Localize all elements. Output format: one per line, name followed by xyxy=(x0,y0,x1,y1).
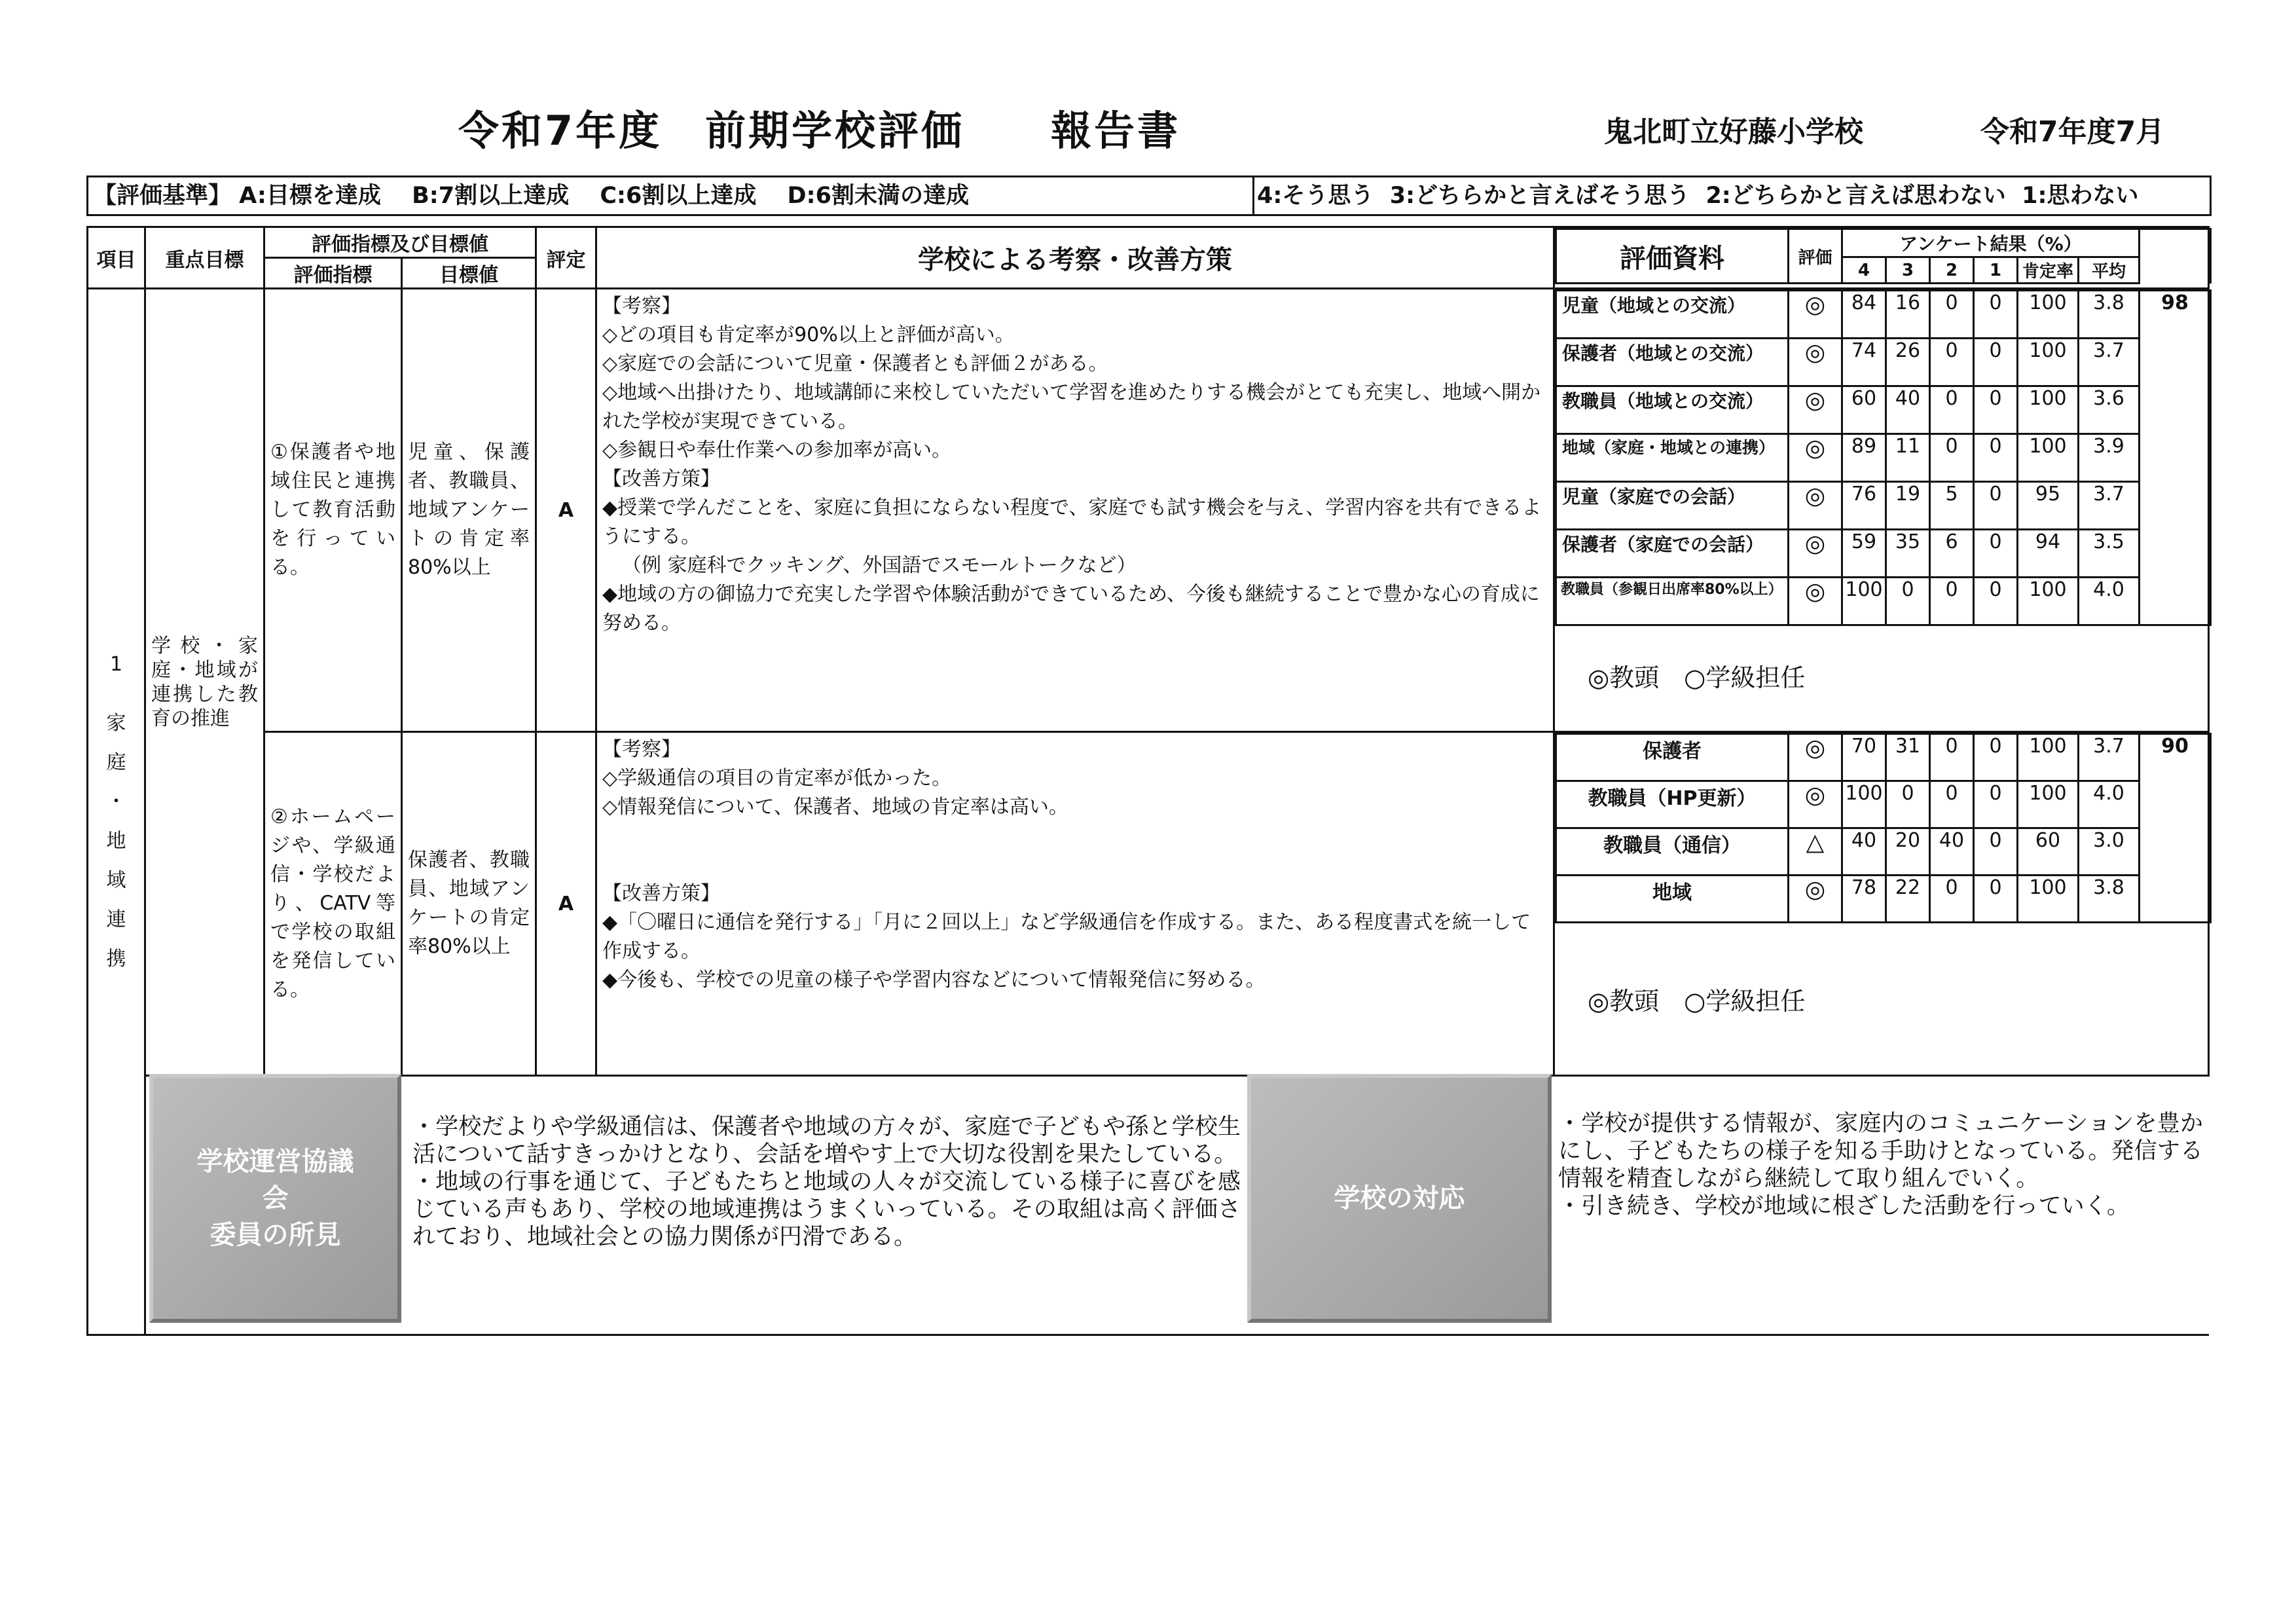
survey-label: 教職員（HP更新） xyxy=(1556,781,1789,828)
survey-v3: 19 xyxy=(1886,482,1930,530)
survey-avg: 3.9 xyxy=(2079,434,2140,482)
survey-avg: 4.0 xyxy=(2079,781,2140,828)
survey-mark: ◎ xyxy=(1789,291,1842,339)
survey-avg: 3.6 xyxy=(2079,386,2140,434)
survey-row xyxy=(1556,339,2211,386)
item-name-char: 連 xyxy=(106,908,126,931)
survey-avg: 3.7 xyxy=(2079,482,2140,530)
survey-v1: 0 xyxy=(1974,482,2018,530)
item-name-char: 庭 xyxy=(106,750,126,774)
survey-avg: 3.8 xyxy=(2079,291,2140,339)
survey-row xyxy=(1556,291,2211,339)
survey-v3: 40 xyxy=(1886,386,1930,434)
survey-v1: 0 xyxy=(1974,781,2018,828)
survey-mark: ◎ xyxy=(1789,578,1842,625)
grade-criteria: 【評価基準】 A:目標を達成 B:7割以上達成 C:6割以上達成 D:6割未満の達成 xyxy=(88,177,1254,214)
survey-label: 児童（地域との交流） xyxy=(1556,291,1789,339)
survey-v1: 0 xyxy=(1974,434,2018,482)
responsible-area xyxy=(1555,923,2208,1074)
header-materials-cell xyxy=(1554,227,2209,289)
total-rate-2: 90 xyxy=(2140,734,2211,923)
survey-mark: ◎ xyxy=(1789,386,1842,434)
survey-v2: 6 xyxy=(1930,530,1974,578)
item-label xyxy=(88,289,145,1335)
school-response xyxy=(1558,1110,2203,1220)
grade-1: A xyxy=(536,289,596,732)
survey-avg: 4.0 xyxy=(2079,578,2140,625)
item-name-char: 家 xyxy=(106,711,126,735)
committee-opinion-line: ・地域の行事を通じて、子どもたちと地域の人々が交流している様子に喜びを感じている声もあり、学校の地域連携はうまくいっている。その取組は高く評価されており、地域社会との協力関係が円滑である。 xyxy=(412,1169,1241,1250)
target-1: 児童、保護者、教職員、地域アンケートの肯定率80%以上 xyxy=(402,289,536,732)
discussion-line: ◇家庭での会話について児童・保護者とも評価２がある。 xyxy=(602,352,1108,375)
survey-rate: 100 xyxy=(2018,291,2079,339)
committee-label-line: 学校運営協議 xyxy=(196,1147,354,1177)
survey-mark: ◎ xyxy=(1789,781,1842,828)
item-name-char: 地 xyxy=(106,829,126,853)
survey-mark: ◎ xyxy=(1789,482,1842,530)
survey-v4: 89 xyxy=(1842,434,1886,482)
discussion-line: ◇参観日や奉仕作業への参加率が高い。 xyxy=(602,439,952,462)
survey-v2: 0 xyxy=(1930,578,1974,625)
survey-v2: 0 xyxy=(1930,339,1974,386)
school-response-line: ・学校が提供する情報が、家庭内のコミュニケーションを豊かにし、子どもたちの様子を知る手助けとなっている。発信する情報を精査しながら継続して取り組んでいく。 xyxy=(1558,1111,2203,1192)
survey-v3: 11 xyxy=(1886,434,1930,482)
criteria-box xyxy=(86,175,2212,216)
item-name-char: 域 xyxy=(106,868,126,892)
discussion-1 xyxy=(596,289,1554,732)
indicator-2: ②ホームページや、学級通信・学校だより、CATV等で学校の取組を発信している。 xyxy=(264,732,402,1076)
header-item: 項目 xyxy=(88,227,145,289)
survey-rate: 95 xyxy=(2018,482,2079,530)
survey-label: 教職員（通信） xyxy=(1556,828,1789,876)
header-col-avg: 平均 xyxy=(2079,257,2140,284)
survey-row xyxy=(1556,734,2211,781)
header-discussion: 学校による考察・改善方策 xyxy=(596,227,1554,289)
survey-v4: 100 xyxy=(1842,781,1886,828)
header-focus: 重点目標 xyxy=(145,227,264,289)
survey-v2: 0 xyxy=(1930,734,1974,781)
survey-v1: 0 xyxy=(1974,578,2018,625)
survey-rate: 100 xyxy=(2018,781,2079,828)
report-date: 令和7年度7月 xyxy=(1980,115,2165,149)
grade-2: A xyxy=(536,732,596,1076)
survey-v1: 0 xyxy=(1974,734,2018,781)
header-evaluation: 評価 xyxy=(1789,229,1842,284)
discussion-line: 【考察】 xyxy=(602,738,681,761)
survey-label: 児童（家庭での会話） xyxy=(1556,482,1789,530)
survey-v1: 0 xyxy=(1974,530,2018,578)
survey-rate: 100 xyxy=(2018,578,2079,625)
discussion-line: ◇地域へ出掛けたり、地域講師に来校していただいて学習を進めたりする機会がとても充実し、地域へ開かれた学校が実現できている。 xyxy=(602,381,1541,433)
survey-rate: 100 xyxy=(2018,876,2079,923)
survey-label: 保護者（家庭での会話） xyxy=(1556,530,1789,578)
responsible-2: ◎教頭 ○学級担任 xyxy=(1588,986,1806,1016)
discussion-line: 【考察】 xyxy=(602,295,681,318)
survey-row xyxy=(1556,386,2211,434)
survey-row xyxy=(1556,434,2211,482)
header-materials: 評価資料 xyxy=(1556,229,1789,284)
discussion-line: ◆「〇曜日に通信を発行する」「月に２回以上」など学級通信を作成する。また、ある程度書式を統一して作成する。 xyxy=(602,911,1531,963)
committee-opinion-line: ・学校だよりや学級通信は、保護者や地域の方々が、家庭で子どもや孫と学校生活について話すきっかけとなり、会話を増やす上で大切な役割を果たしている。 xyxy=(412,1114,1241,1168)
survey-mark: ◎ xyxy=(1789,434,1842,482)
discussion-spacer xyxy=(602,851,1548,879)
survey-row xyxy=(1556,781,2211,828)
header-col-rate: 肯定率 xyxy=(2018,257,2079,284)
survey-label: 地域 xyxy=(1556,876,1789,923)
committee-label-line: 会 xyxy=(262,1183,289,1213)
survey-v4: 60 xyxy=(1842,386,1886,434)
school-response-line: ・引き続き、学校が地域に根ざした活動を行っていく。 xyxy=(1558,1193,2130,1219)
survey-rate: 100 xyxy=(2018,386,2079,434)
survey-rate: 100 xyxy=(2018,434,2079,482)
survey-v3: 31 xyxy=(1886,734,1930,781)
school-response-label: 学校の対応 xyxy=(1247,1074,1552,1323)
discussion-line: （例 家庭科でクッキング、外国語でスモールトークなど） xyxy=(622,554,1137,577)
survey-rate: 94 xyxy=(2018,530,2079,578)
header-col-4: 4 xyxy=(1842,257,1886,284)
survey-row xyxy=(1556,482,2211,530)
responsible-1: ◎教頭 ○学級担任 xyxy=(1588,663,1806,692)
header-survey: アンケート結果（%） xyxy=(1842,229,2140,257)
discussion-line: 【改善方策】 xyxy=(602,468,720,490)
survey-row xyxy=(1556,828,2211,876)
survey-v2: 0 xyxy=(1930,781,1974,828)
survey-avg: 3.5 xyxy=(2079,530,2140,578)
survey-v2: 0 xyxy=(1930,876,1974,923)
survey-v2: 40 xyxy=(1930,828,1974,876)
total-rate-1: 98 xyxy=(2140,291,2211,625)
survey-mark: ◎ xyxy=(1789,339,1842,386)
survey-v4: 100 xyxy=(1842,578,1886,625)
page-title: 令和7年度 前期学校評価 報告書 xyxy=(458,107,1181,155)
survey-criteria: 4:そう思う 3:どちらかと言えばそう思う 2:どちらかと言えば思わない 1:思わない xyxy=(1257,183,2139,209)
survey-v2: 0 xyxy=(1930,386,1974,434)
survey-mark: ◎ xyxy=(1789,734,1842,781)
item-name-char: 携 xyxy=(106,947,126,970)
discussion-2 xyxy=(596,732,1554,1076)
survey-label: 教職員（地域との交流） xyxy=(1556,386,1789,434)
discussion-line: ◆地域の方の御協力で充実した学習や体験活動ができているため、今後も継続することで豊かな心の育成に努める。 xyxy=(602,583,1540,635)
header-indicator: 評価指標 xyxy=(264,258,402,289)
school-name: 鬼北町立好藤小学校 xyxy=(1604,115,1863,149)
committee-label-line: 委員の所見 xyxy=(210,1220,341,1250)
discussion-line: ◇学級通信の項目の肯定率が低かった。 xyxy=(602,767,952,790)
survey-v4: 78 xyxy=(1842,876,1886,923)
discussion-spacer xyxy=(602,822,1548,851)
survey-mark: ◎ xyxy=(1789,876,1842,923)
survey-rate: 60 xyxy=(2018,828,2079,876)
survey-v4: 84 xyxy=(1842,291,1886,339)
survey-v4: 40 xyxy=(1842,828,1886,876)
survey-label: 保護者（地域との交流） xyxy=(1556,339,1789,386)
survey-v1: 0 xyxy=(1974,386,2018,434)
discussion-line: 【改善方策】 xyxy=(602,882,720,905)
survey-v3: 35 xyxy=(1886,530,1930,578)
survey-table-2 xyxy=(1555,733,2212,923)
focus-goal: 学校・家庭・地域が連携した教育の推進 xyxy=(145,289,264,1076)
survey-mark: ◎ xyxy=(1789,530,1842,578)
header-col-1: 1 xyxy=(1974,257,2018,284)
survey-avg: 3.8 xyxy=(2079,876,2140,923)
survey-rate: 100 xyxy=(2018,339,2079,386)
survey-v2: 0 xyxy=(1930,434,1974,482)
item-number: 1 xyxy=(109,652,123,676)
survey-table-1 xyxy=(1555,289,2212,626)
survey-label: 保護者 xyxy=(1556,734,1789,781)
discussion-line: ◆授業で学んだことを、家庭に負担にならない程度で、家庭でも試す機会を与え、学習内容を共有できるようにする。 xyxy=(602,496,1542,548)
survey-v1: 0 xyxy=(1974,339,2018,386)
committee-label xyxy=(149,1074,401,1323)
survey-v2: 5 xyxy=(1930,482,1974,530)
survey-mark: △ xyxy=(1789,828,1842,876)
committee-opinion xyxy=(412,1113,1241,1251)
header-col-2: 2 xyxy=(1930,257,1974,284)
survey-row xyxy=(1556,578,2211,625)
survey-v3: 20 xyxy=(1886,828,1930,876)
survey-v4: 59 xyxy=(1842,530,1886,578)
survey-v3: 0 xyxy=(1886,781,1930,828)
header-grade: 評定 xyxy=(536,227,596,289)
survey-rate: 100 xyxy=(2018,734,2079,781)
survey-avg: 3.7 xyxy=(2079,339,2140,386)
responsible-area xyxy=(1555,626,2208,724)
header-target: 目標値 xyxy=(402,258,536,289)
survey-v3: 22 xyxy=(1886,876,1930,923)
survey-v1: 0 xyxy=(1974,828,2018,876)
materials-2 xyxy=(1554,732,2209,1076)
survey-avg: 3.7 xyxy=(2079,734,2140,781)
survey-v3: 26 xyxy=(1886,339,1930,386)
survey-label: 教職員（参観日出席率80%以上） xyxy=(1556,578,1789,625)
item-name-char: ・ xyxy=(106,790,126,813)
header-indicator-group: 評価指標及び目標値 xyxy=(264,227,536,258)
survey-row xyxy=(1556,530,2211,578)
survey-v1: 0 xyxy=(1974,291,2018,339)
header-col-3: 3 xyxy=(1886,257,1930,284)
survey-v4: 70 xyxy=(1842,734,1886,781)
materials-1 xyxy=(1554,289,2209,732)
discussion-line: ◇どの項目も肯定率が90%以上と評価が高い。 xyxy=(602,323,1015,346)
survey-v4: 76 xyxy=(1842,482,1886,530)
target-2: 保護者、教職員、地域アンケートの肯定率80%以上 xyxy=(402,732,536,1076)
discussion-line: ◇情報発信について、保護者、地域の肯定率は高い。 xyxy=(602,796,1068,819)
survey-v3: 16 xyxy=(1886,291,1930,339)
indicator-1: ①保護者や地域住民と連携して教育活動を行っている。 xyxy=(264,289,402,732)
discussion-line: ◆今後も、学校での児童の様子や学習内容などについて情報発信に努める。 xyxy=(602,969,1266,991)
survey-label: 地域（家庭・地域との連携） xyxy=(1556,434,1789,482)
survey-v2: 0 xyxy=(1930,291,1974,339)
survey-v4: 74 xyxy=(1842,339,1886,386)
survey-row xyxy=(1556,876,2211,923)
survey-avg: 3.0 xyxy=(2079,828,2140,876)
survey-v3: 0 xyxy=(1886,578,1930,625)
survey-v1: 0 xyxy=(1974,876,2018,923)
